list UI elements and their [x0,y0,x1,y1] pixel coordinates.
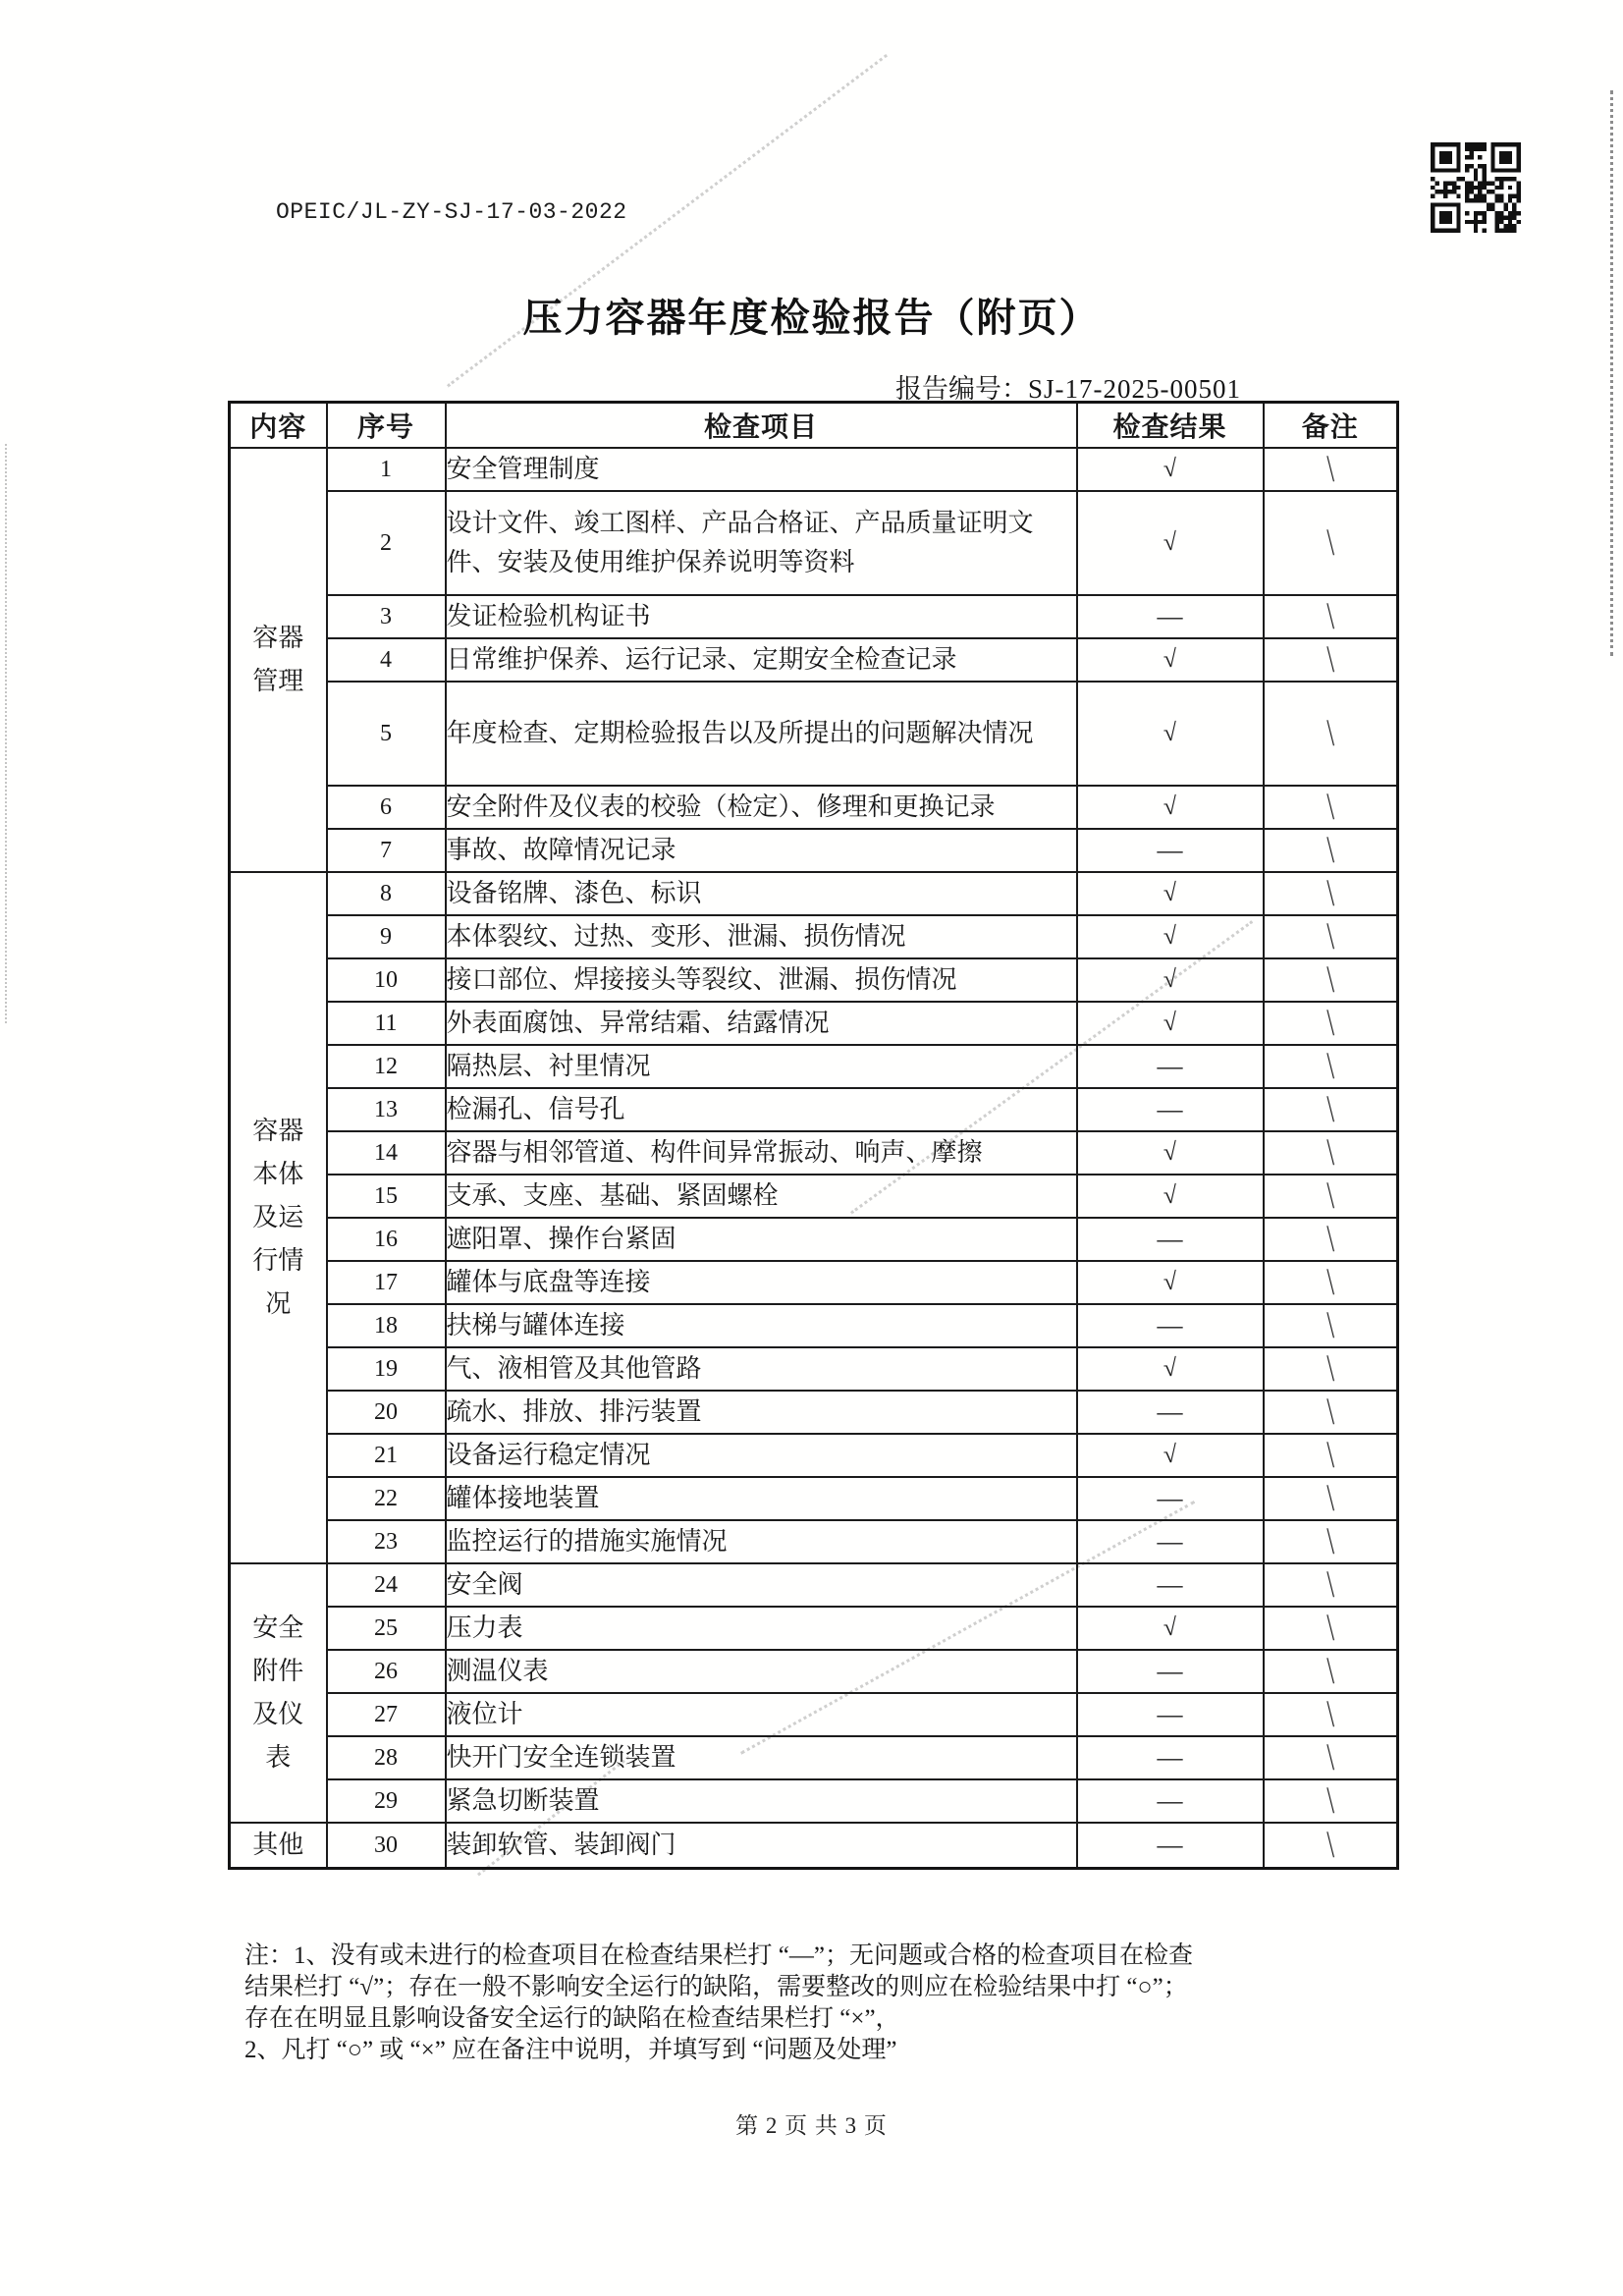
remark-cell [1264,1304,1398,1347]
dash-mark: — [1157,1052,1183,1080]
table-row [230,915,1398,958]
remark-cell [1264,1131,1398,1175]
check-result-cell [1077,1261,1264,1304]
remark-cell [1264,1434,1398,1477]
check-result-cell [1077,1520,1264,1563]
check-result-cell [1077,958,1264,1002]
dash-mark: — [1157,1225,1183,1253]
check-result-cell [1077,872,1264,915]
note-line: 注：1、没有或未进行的检查项目在检查结果栏打 “—”；无问题或合格的检查项目在检查 [244,1942,1193,1969]
check-item-cell: 检漏孔、信号孔 [446,1088,1077,1131]
check-item-cell: 设计文件、竣工图样、产品合格证、产品质量证明文件、安装及使用维护保养说明等资料 [446,491,1077,595]
dash-mark: — [1157,1527,1183,1556]
inspection-table [228,401,1399,1870]
table-row [230,786,1398,829]
backslash-mark: \ [1325,1345,1334,1391]
remark-cell [1264,1607,1398,1650]
check-result-cell [1077,915,1264,958]
check-result-cell [1077,595,1264,638]
header-serial-number: 序号 [327,403,446,449]
table-row [230,958,1398,1002]
table-row [230,1347,1398,1391]
check-item-cell: 液位计 [446,1693,1077,1736]
backslash-mark: \ [1325,1302,1334,1347]
table-row [230,1002,1398,1045]
table-row [230,448,1398,491]
backslash-mark: \ [1325,1561,1334,1607]
check-mark: √ [1162,793,1178,821]
row-number-cell: 25 [327,1607,446,1650]
check-mark: √ [1162,1354,1178,1383]
backslash-mark: \ [1325,870,1334,915]
row-number-cell: 23 [327,1520,446,1563]
table-row [230,595,1398,638]
check-result-cell [1077,1391,1264,1434]
report-number-label: 报告编号： [895,374,1028,404]
row-number-cell: 14 [327,1131,446,1175]
check-item-cell: 快开门安全连锁装置 [446,1736,1077,1779]
backslash-mark: \ [1325,710,1334,755]
table-row [230,1693,1398,1736]
backslash-mark: \ [1325,1216,1334,1261]
check-item-cell: 设备铭牌、漆色、标识 [446,872,1077,915]
row-number-cell: 16 [327,1218,446,1261]
group-label-cell [230,448,327,872]
check-result-cell [1077,1477,1264,1520]
table-row [230,1261,1398,1304]
check-result-cell [1077,448,1264,491]
table-row [230,1175,1398,1218]
row-number-cell: 28 [327,1736,446,1779]
report-number-value: SJ-17-2025-00501 [1028,374,1241,404]
group-label: 安全附件及仪表 [252,1613,304,1772]
check-item-cell: 罐体与底盘等连接 [446,1261,1077,1304]
check-result-cell [1077,1823,1264,1869]
table-row [230,1477,1398,1520]
check-item-cell: 疏水、排放、排污装置 [446,1391,1077,1434]
check-result-cell [1077,638,1264,682]
page-number-footer: 第 2 页 共 3 页 [735,2113,888,2138]
check-result-cell [1077,491,1264,595]
check-item-cell: 支承、支座、基础、紧固螺栓 [446,1175,1077,1218]
backslash-mark: \ [1325,1691,1334,1736]
check-item-cell: 事故、故障情况记录 [446,829,1077,872]
group-label-cell [230,872,327,1563]
row-number-cell: 3 [327,595,446,638]
check-mark: √ [1162,645,1178,674]
check-mark: √ [1162,719,1178,747]
table-row [230,682,1398,786]
row-number-cell: 13 [327,1088,446,1131]
remark-cell [1264,1002,1398,1045]
check-result-cell [1077,1045,1264,1088]
table-row [230,1520,1398,1563]
backslash-mark: \ [1325,1000,1334,1045]
check-result-cell [1077,1304,1264,1347]
check-mark: √ [1162,1138,1178,1167]
right-edge-dotted-line [1610,90,1613,656]
backslash-mark: \ [1325,913,1334,958]
backslash-mark: \ [1325,1518,1334,1563]
check-result-cell [1077,1088,1264,1131]
row-number-cell: 29 [327,1779,446,1823]
row-number-cell: 21 [327,1434,446,1477]
check-item-cell: 气、液相管及其他管路 [446,1347,1077,1391]
check-mark: √ [1162,879,1178,907]
backslash-mark: \ [1325,1605,1334,1650]
backslash-mark: \ [1325,1734,1334,1779]
check-result-cell [1077,1002,1264,1045]
qr-code [1431,142,1521,233]
backslash-mark: \ [1325,446,1334,491]
backslash-mark: \ [1325,1648,1334,1693]
check-mark: √ [1162,1613,1178,1642]
table-row [230,1131,1398,1175]
row-number-cell: 8 [327,872,446,915]
remark-cell [1264,595,1398,638]
table-row [230,1823,1398,1869]
backslash-mark: \ [1325,1173,1334,1218]
remark-cell [1264,1736,1398,1779]
check-item-cell: 外表面腐蚀、异常结霜、结露情况 [446,1002,1077,1045]
dash-mark: — [1157,602,1183,630]
check-result-cell [1077,1434,1264,1477]
dash-mark: — [1157,1570,1183,1599]
table-row [230,1391,1398,1434]
row-number-cell: 5 [327,682,446,786]
check-item-cell: 遮阳罩、操作台紧固 [446,1218,1077,1261]
table-row [230,1304,1398,1347]
row-number-cell: 11 [327,1002,446,1045]
check-item-cell: 隔热层、衬里情况 [446,1045,1077,1088]
row-number-cell: 26 [327,1650,446,1693]
check-item-cell: 安全管理制度 [446,448,1077,491]
remark-cell [1264,1088,1398,1131]
table-header-row [230,403,1398,449]
backslash-mark: \ [1325,957,1334,1002]
remark-cell [1264,1347,1398,1391]
group-label-cell [230,1823,327,1869]
backslash-mark: \ [1325,1129,1334,1175]
backslash-mark: \ [1325,636,1334,682]
check-item-cell: 安全附件及仪表的校验（检定）、修理和更换记录 [446,786,1077,829]
row-number-cell: 15 [327,1175,446,1218]
row-number-cell: 20 [327,1391,446,1434]
table-row [230,1563,1398,1607]
check-item-cell: 容器与相邻管道、构件间异常振动、响声、摩擦 [446,1131,1077,1175]
group-label: 其他 [252,1831,304,1859]
check-result-cell [1077,786,1264,829]
dash-mark: — [1157,1095,1183,1123]
check-mark: √ [1162,965,1178,994]
row-number-cell: 24 [327,1563,446,1607]
row-number-cell: 4 [327,638,446,682]
dash-mark: — [1157,1786,1183,1815]
check-item-cell: 测温仪表 [446,1650,1077,1693]
table-row [230,1434,1398,1477]
check-item-cell: 设备运行稳定情况 [446,1434,1077,1477]
remark-cell [1264,491,1398,595]
remark-cell [1264,682,1398,786]
header-check-item: 检查项目 [446,403,1077,449]
row-number-cell: 10 [327,958,446,1002]
check-result-cell [1077,682,1264,786]
table-row [230,1650,1398,1693]
table-row [230,872,1398,915]
group-label: 容器管理 [252,624,304,695]
row-number-cell: 9 [327,915,446,958]
remark-cell [1264,1563,1398,1607]
check-result-cell [1077,1131,1264,1175]
left-edge-dotted-artifact [5,444,7,1023]
remark-cell [1264,448,1398,491]
note-line: 结果栏打 “√”；存在一般不影响安全运行的缺陷，需要整改的则应在检验结果中打 “○”； [244,1974,1188,2000]
row-number-cell: 22 [327,1477,446,1520]
check-mark: √ [1162,1181,1178,1210]
dash-mark: — [1157,836,1183,864]
table-row [230,1045,1398,1088]
backslash-mark: \ [1325,1389,1334,1434]
table-row [230,1088,1398,1131]
note-line: 2、凡打 “○” 或 “×” 应在备注中说明，并填写到 “问题及处理” [244,2037,897,2063]
backslash-mark: \ [1325,1043,1334,1088]
dash-mark: — [1157,1700,1183,1728]
dash-mark: — [1157,1831,1183,1859]
row-number-cell: 19 [327,1347,446,1391]
backslash-mark: \ [1325,1475,1334,1520]
document-code: OPEIC/JL-ZY-SJ-17-03-2022 [276,199,627,225]
check-mark: √ [1162,455,1178,483]
table-row [230,1779,1398,1823]
check-item-cell: 年度检查、定期检验报告以及所提出的问题解决情况 [446,682,1077,786]
dash-mark: — [1157,1397,1183,1426]
check-result-cell [1077,829,1264,872]
remark-cell [1264,1045,1398,1088]
table-row [230,829,1398,872]
page-title: 压力容器年度检验报告（附页） [522,297,1101,340]
remark-cell [1264,1391,1398,1434]
backslash-mark: \ [1325,593,1334,638]
header-content: 内容 [230,403,327,449]
table-row [230,1736,1398,1779]
notes-block [244,1941,1383,2066]
check-mark: √ [1162,1441,1178,1469]
check-result-cell [1077,1650,1264,1693]
check-result-cell [1077,1175,1264,1218]
check-result-cell [1077,1736,1264,1779]
check-mark: √ [1162,528,1178,557]
check-item-cell: 本体裂纹、过热、变形、泄漏、损伤情况 [446,915,1077,958]
table-row [230,1607,1398,1650]
backslash-mark: \ [1325,1822,1334,1867]
row-number-cell: 27 [327,1693,446,1736]
note-line: 存在在明显且影响设备安全运行的缺陷在检查结果栏打 “×”， [244,2005,900,2032]
backslash-mark: \ [1325,519,1334,565]
dash-mark: — [1157,1657,1183,1685]
remark-cell [1264,1520,1398,1563]
check-item-cell: 接口部位、焊接接头等裂纹、泄漏、损伤情况 [446,958,1077,1002]
dash-mark: — [1157,1743,1183,1772]
row-number-cell: 12 [327,1045,446,1088]
remark-cell [1264,1823,1398,1869]
header-remark: 备注 [1264,403,1398,449]
remark-cell [1264,1779,1398,1823]
dash-mark: — [1157,1484,1183,1512]
backslash-mark: \ [1325,784,1334,829]
check-item-cell: 安全阀 [446,1563,1077,1607]
backslash-mark: \ [1325,1777,1334,1823]
group-label-cell [230,1563,327,1823]
row-number-cell: 18 [327,1304,446,1347]
check-item-cell: 扶梯与罐体连接 [446,1304,1077,1347]
group-label: 容器本体及运行情况 [252,1117,304,1318]
check-mark: √ [1162,1009,1178,1037]
remark-cell [1264,1650,1398,1693]
row-number-cell: 17 [327,1261,446,1304]
check-mark: √ [1162,1268,1178,1296]
remark-cell [1264,872,1398,915]
row-number-cell: 6 [327,786,446,829]
check-result-cell [1077,1607,1264,1650]
check-item-cell: 日常维护保养、运行记录、定期安全检查记录 [446,638,1077,682]
check-item-cell: 装卸软管、装卸阀门 [446,1823,1077,1869]
remark-cell [1264,958,1398,1002]
remark-cell [1264,1261,1398,1304]
remark-cell [1264,1477,1398,1520]
remark-cell [1264,1218,1398,1261]
backslash-mark: \ [1325,1259,1334,1304]
check-item-cell: 罐体接地装置 [446,1477,1077,1520]
remark-cell [1264,1175,1398,1218]
remark-cell [1264,638,1398,682]
backslash-mark: \ [1325,827,1334,872]
remark-cell [1264,915,1398,958]
check-result-cell [1077,1563,1264,1607]
header-check-result: 检查结果 [1077,403,1264,449]
table-row [230,491,1398,595]
table-row [230,1218,1398,1261]
table-row [230,638,1398,682]
check-item-cell: 发证检验机构证书 [446,595,1077,638]
backslash-mark: \ [1325,1432,1334,1477]
remark-cell [1264,786,1398,829]
check-item-cell: 监控运行的措施实施情况 [446,1520,1077,1563]
check-result-cell [1077,1693,1264,1736]
dash-mark: — [1157,1311,1183,1339]
remark-cell [1264,1693,1398,1736]
row-number-cell: 30 [327,1823,446,1869]
backslash-mark: \ [1325,1086,1334,1131]
row-number-cell: 2 [327,491,446,595]
check-mark: √ [1162,922,1178,951]
remark-cell [1264,829,1398,872]
check-result-cell [1077,1218,1264,1261]
check-item-cell: 压力表 [446,1607,1077,1650]
row-number-cell: 1 [327,448,446,491]
row-number-cell: 7 [327,829,446,872]
check-item-cell: 紧急切断装置 [446,1779,1077,1823]
check-result-cell [1077,1779,1264,1823]
check-result-cell [1077,1347,1264,1391]
